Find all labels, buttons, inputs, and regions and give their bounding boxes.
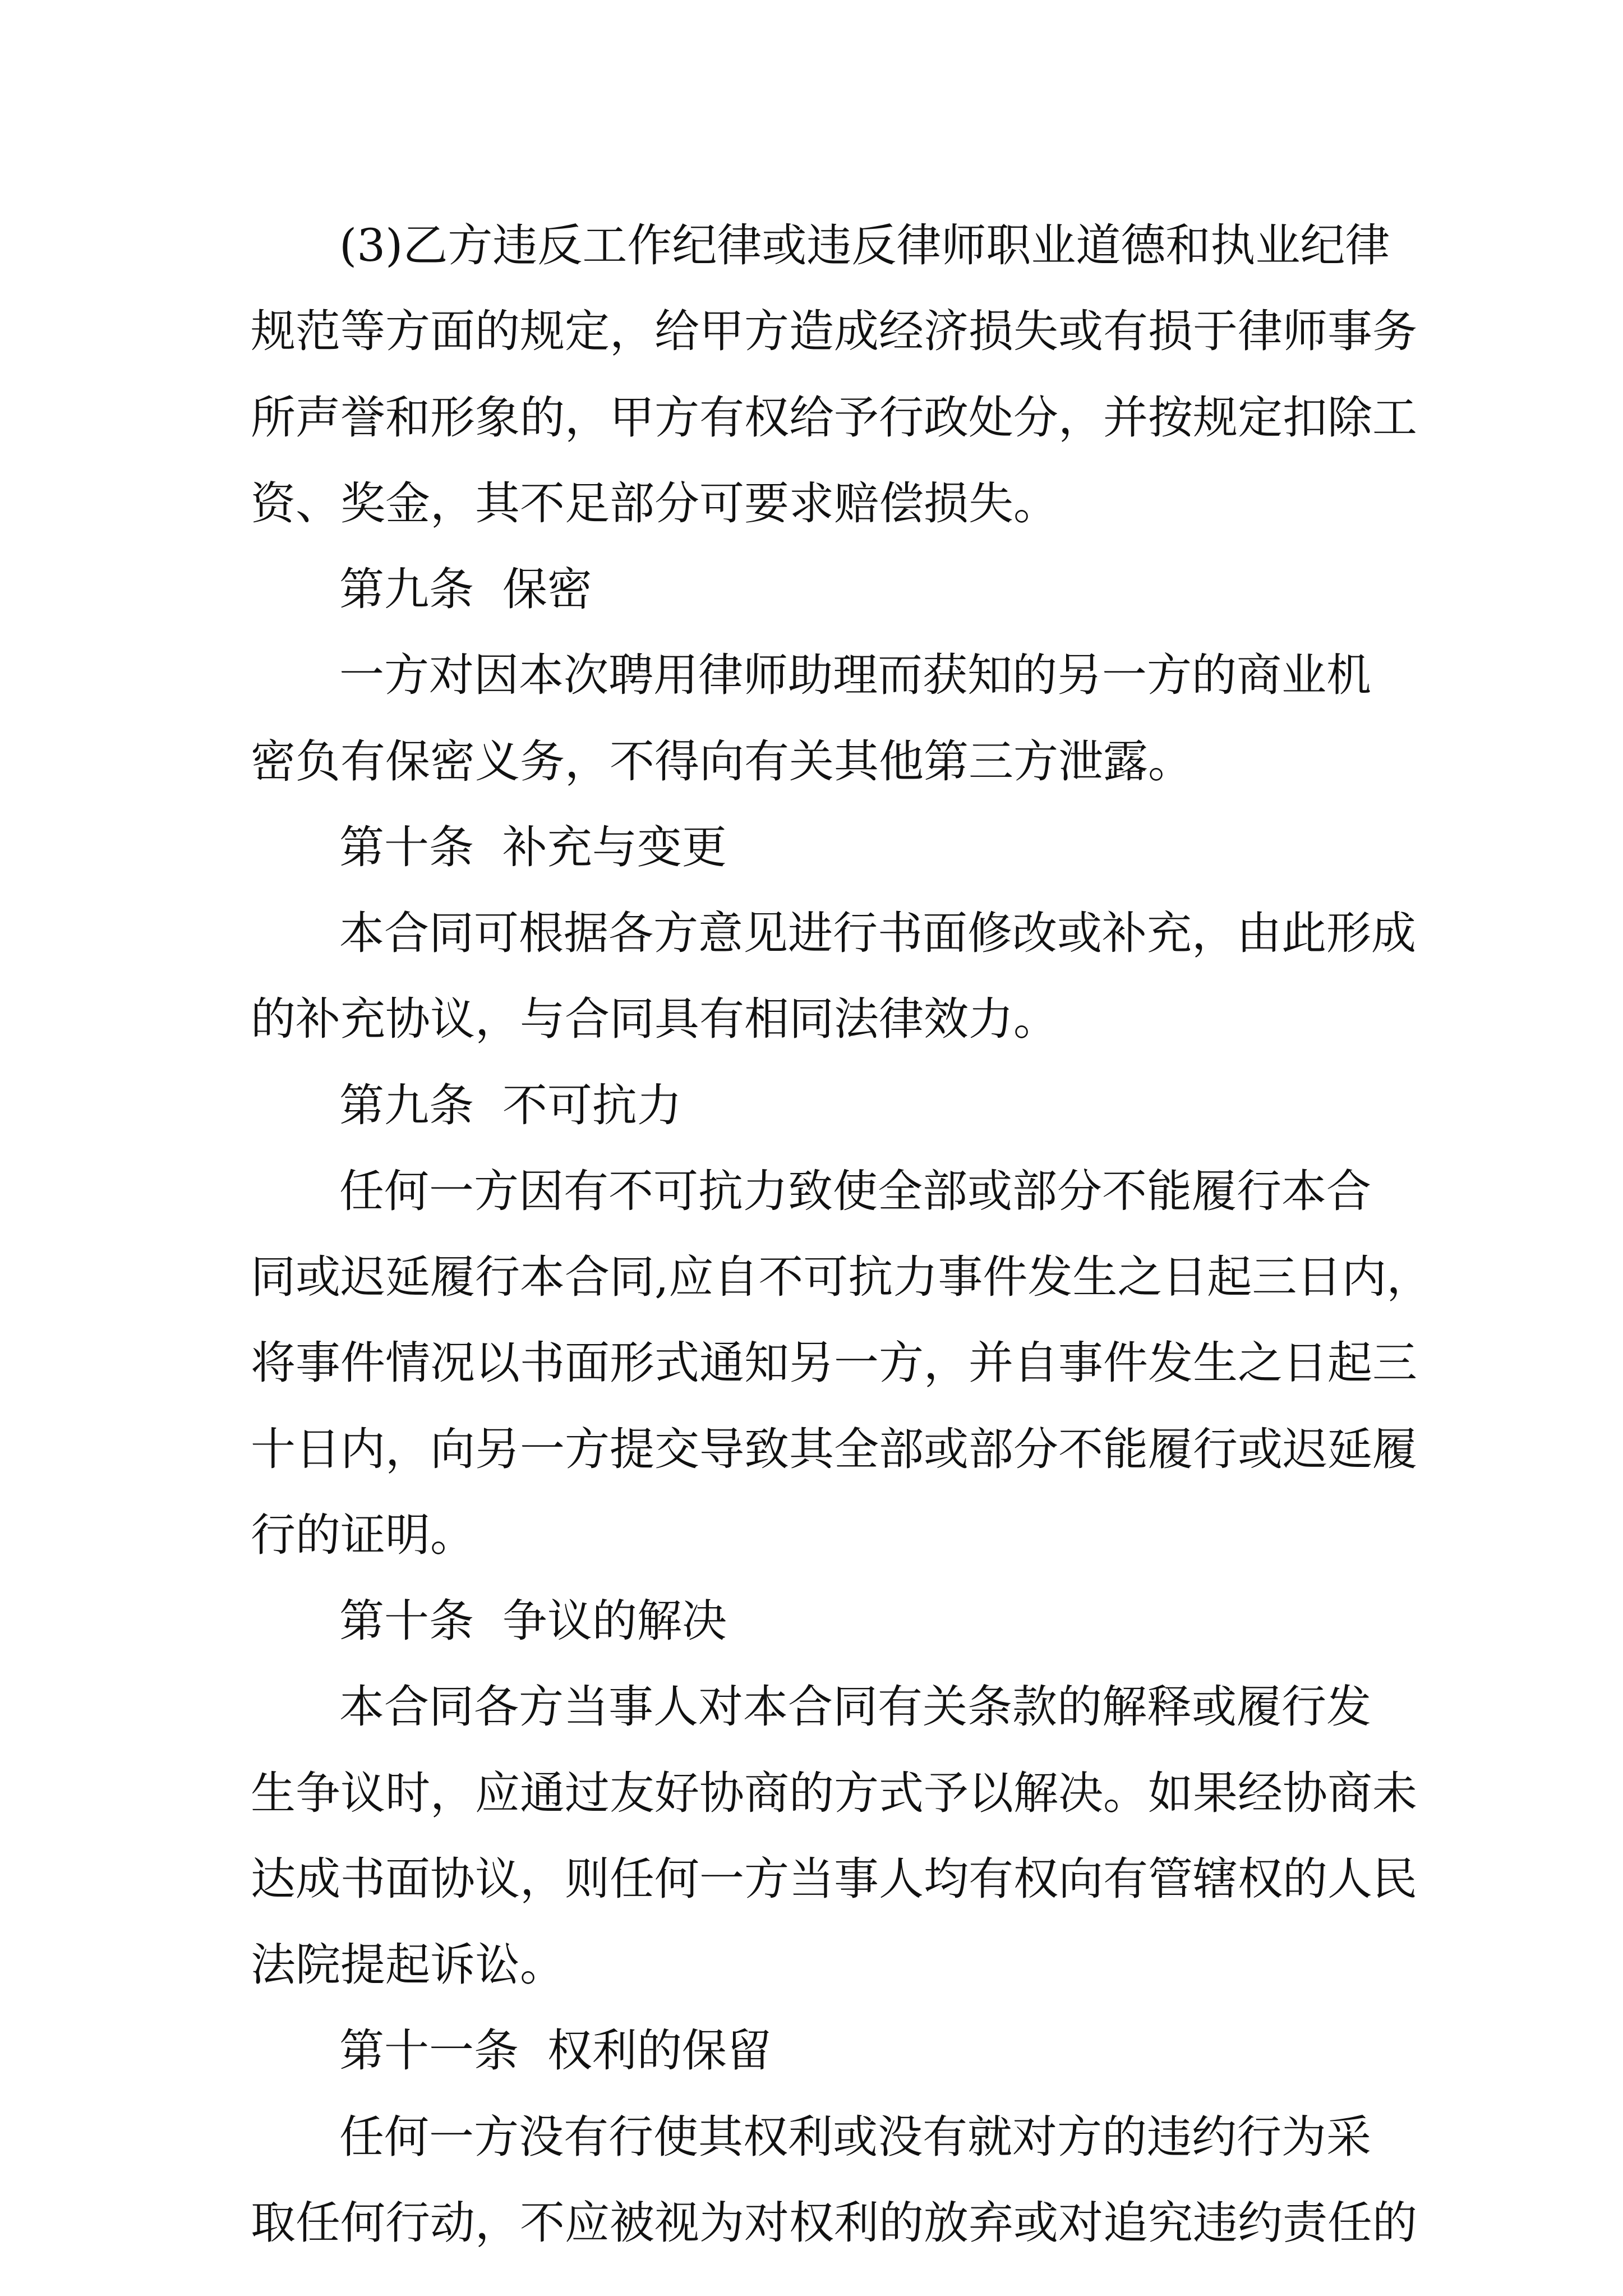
paragraph-line: 将事件情况以书面形式通知另一方，并自事件发生之日起三 [251, 1337, 1417, 1389]
paragraph-line: 规范等方面的规定，给甲方造成经济损失或有损于律师事务 [251, 305, 1417, 357]
paragraph-line: 资、奖金，其不足部分可要求赔偿损失。 [251, 477, 1058, 530]
paragraph-line: 本合同可根据各方意见进行书面修改或补充，由此形成 [339, 907, 1416, 959]
paragraph-line: 密负有保密义务，不得向有关其他第三方泄露。 [251, 735, 1193, 788]
article-heading: 第十一条 权利的保留 [339, 2024, 772, 2077]
paragraph-line: 同或迟延履行本合同,应自不可抗力事件发生之日起三日内， [251, 1251, 1432, 1303]
paragraph-line: 十日内，向另一方提交导致其全部或部分不能履行或迟延履 [251, 1423, 1417, 1475]
article-heading: 第九条 保密 [339, 563, 592, 615]
paragraph-line: 行的证明。 [251, 1509, 475, 1561]
paragraph-line: 法院提起诉讼。 [251, 1939, 565, 1991]
paragraph-line: 任何一方没有行使其权利或没有就对方的违约行为采 [339, 2111, 1371, 2163]
article-heading: 第九条 不可抗力 [339, 1079, 682, 1131]
paragraph-line: 一方对因本次聘用律师助理而获知的另一方的商业机 [339, 649, 1371, 701]
paragraph-line: 达成书面协议，则任何一方当事人均有权向有管辖权的人民 [251, 1853, 1417, 1905]
paragraph-line: 所声誉和形象的，甲方有权给予行政处分，并按规定扣除工 [251, 392, 1417, 444]
paragraph-line: 取任何行动，不应被视为对权利的放弃或对追究违约责任的 [251, 2197, 1417, 2249]
article-heading: 第十条 补充与变更 [339, 821, 727, 873]
paragraph-line: 任何一方因有不可抗力致使全部或部分不能履行本合 [339, 1165, 1371, 1217]
paragraph-line: 的补充协议，与合同具有相同法律效力。 [251, 993, 1058, 1045]
paragraph-line: 生争议时，应通过友好协商的方式予以解决。如果经协商未 [251, 1767, 1417, 1819]
paragraph-line: (3)乙方违反工作纪律或违反律师职业道德和执业纪律 [339, 219, 1390, 272]
paragraph-line: 本合同各方当事人对本合同有关条款的解释或履行发 [339, 1681, 1371, 1733]
article-heading: 第十条 争议的解决 [339, 1595, 727, 1647]
